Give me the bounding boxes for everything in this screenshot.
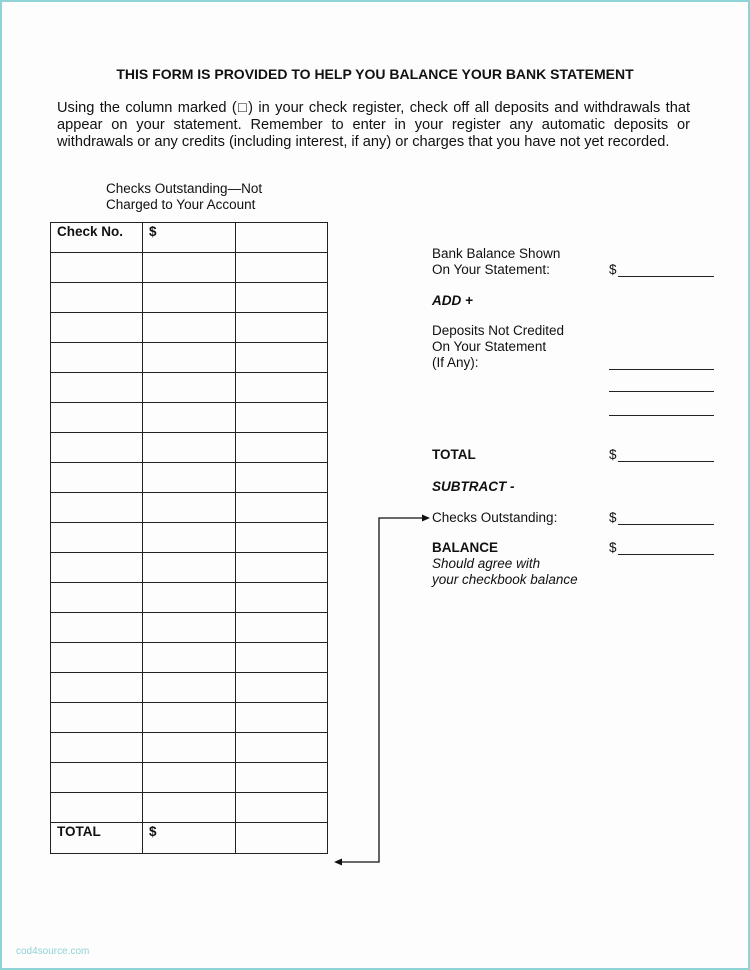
checks-outstanding-label: Checks Outstanding:	[432, 510, 558, 525]
total-label: TOTAL	[432, 447, 476, 462]
arrowhead-right-icon	[422, 515, 430, 522]
cell-label: $	[149, 824, 157, 839]
caption-line: Checks Outstanding—Not	[106, 181, 263, 196]
add-label: ADD +	[432, 293, 473, 308]
dollar-sign: $	[609, 540, 617, 555]
label-line: On Your Statement	[432, 339, 547, 354]
cell-label: TOTAL	[57, 824, 101, 839]
dollar-sign: $	[609, 262, 617, 277]
label-line: Bank Balance Shown	[432, 246, 561, 261]
dollar-sign: $	[609, 447, 617, 462]
subtract-label: SUBTRACT -	[432, 479, 515, 494]
instructions: Using the column marked (□) in your check register, check off all deposits and withdrawals that appear on your statement. Remember to enter in your register any automatic deposits or withdrawals or any credits (including interest, if any) or charges that you have not yet recorded.	[57, 100, 690, 150]
cell-label: Check No.	[57, 224, 124, 239]
arrowhead-left-icon	[334, 859, 342, 866]
note-line: your checkbook balance	[432, 572, 578, 587]
label-line: On Your Statement:	[432, 262, 550, 277]
label-line: Deposits Not Credited	[432, 323, 565, 338]
caption-line: Charged to Your Account	[106, 197, 256, 212]
cell-label: $	[149, 224, 157, 239]
label-line: (If Any):	[432, 355, 479, 370]
note-line: Should agree with	[432, 556, 541, 571]
dollar-sign: $	[609, 510, 617, 525]
watermark: cod4source.com	[16, 946, 90, 957]
balance-label: BALANCE	[432, 540, 498, 555]
form-title: THIS FORM IS PROVIDED TO HELP YOU BALANCE YOUR BANK STATEMENT	[116, 66, 634, 82]
